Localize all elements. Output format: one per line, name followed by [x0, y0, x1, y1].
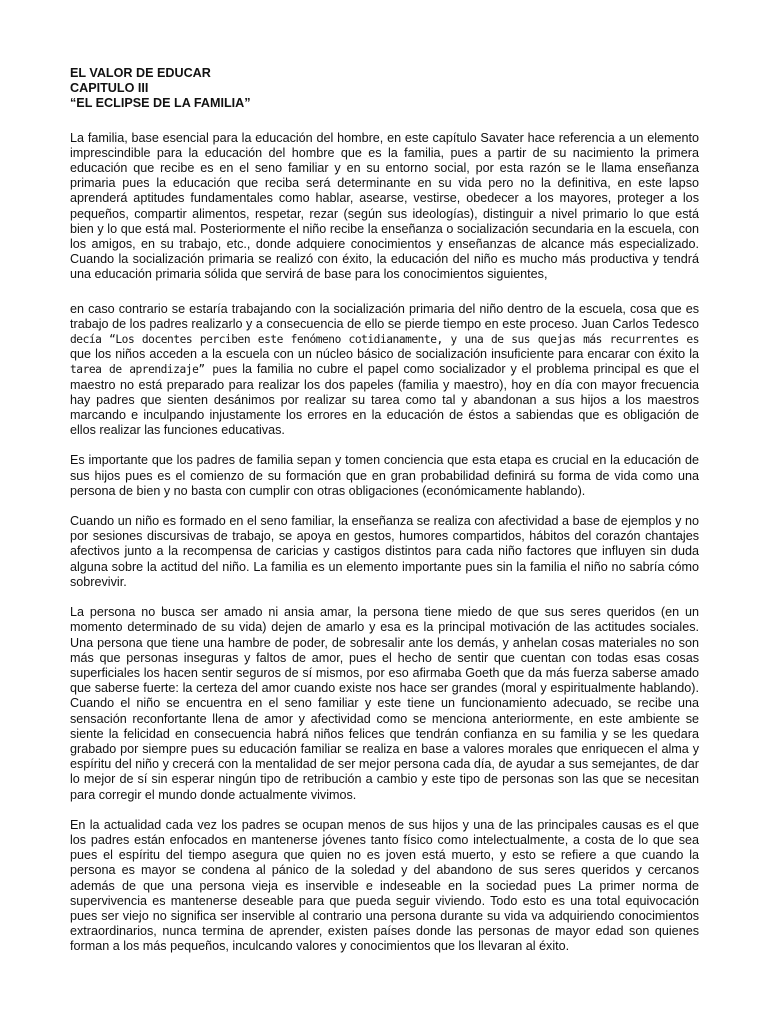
chapter-label: CAPITULO III — [70, 81, 149, 96]
document-page — [70, 66, 699, 955]
paragraph-1: La familia, base esencial para la educación del hombre, en este capítulo Savater hace referencia a un elemento imprescindible para la educación del hombre que es la familia, pues a partir de su nacimiento la primera educación que recibe es en el seno familiar y en su entorno social, por esta razón se le llama enseñanza primaria pues la educación que reciba será determinante en su vida pero no la definitiva, en este lapso aprenderá aptitudes fundamentales como hablar, asearse, vestirse, obedecer a los mayores, proteger a los pequeños, compartir alimentos, respetar, rezar (según sus ideologías), distinguir a nivel primario lo que está bien y lo que está mal. Posteriormente el niño recibe la enseñanza o socialización secundaria en la escuela, con los amigos, en su trabajo, etc., donde adquiere conocimientos y enseñanzas de alcance más especializado. Cuando la socialización primaria se realizó con éxito, la educación del niño es mucho más productiva y tendrá una educación primaria sólida que servirá de base para los conocimientos siguientes, — [70, 130, 699, 282]
paragraph-2 — [70, 302, 699, 439]
paragraph-4: Cuando un niño es formado en el seno familiar, la enseñanza se realiza con afectividad a base de ejemplos y no por sesiones discursivas de trabajo, se apoya en gestos, humores compartidos, hábitos del corazón chantajes afectivos junto a la recompensa de caricias y castigos distintos para cada niño factores que influyen sin duda alguna sobre la actitud del niño. La familia es un elemento importante pues sin la familia el niño no sabría cómo sobrevivir. — [70, 514, 699, 589]
paragraph-2-end: la familia no cubre el papel como socializador y el problema principal es que el maestro no está preparado para realizar los dos papeles (familia y maestro), hoy en día con mayor frecuencia hay padres que sienten desánimos por realizar su tarea como tal y abandonan a sus hijos a los maestros marcando e inculpando injustamente los errores en la educación de éstos a sabiendas que es obligación de ellos realizar las funciones educativas. — [70, 362, 700, 438]
paragraph-5: La persona no busca ser amado ni ansia amar, la persona tiene miedo de que sus seres queridos (en un momento determinado de su vida) dejen de amarlo y esa es la principal motivación de las actitudes sociales. Una persona que tiene una hambre de poder, de sobresalir ante los demás, y anhelan cosas materiales no son más que personas inseguras y faltos de amor, pues el hecho de sentir que cuentan con todas esas cosas superficiales los hacen sentir seguros de sí mismos, por eso afirmaba Goeth que da más fuerza saberse amado que saberse fuerte: la certeza del amor cuando existe nos hace ser grandes (moral y espiritualmente hablando). Cuando el niño se encuentra en el seno familiar y este tiene un funcionamiento adecuado, se recibe una sensación reconfortante llena de amor y afectividad como se menciona anteriormente, en este ambiente se siente la felicidad en consecuencia habrá niños felices que tendrán confianza en su familia y se les quedara grabado por siempre pues su educación familiar se realiza en base a valores morales que enriquecen el alma y espíritu del niño y crecerá con la mentalidad de ser mejor persona cada día, de ayudar a sus semejantes, de dar lo mejor de sí sin esperar ningún tipo de retribución a cambio y este tipo de personas son las que se necesitan para corregir el mundo donde actualmente vivimos. — [70, 605, 699, 802]
paragraph-2-middle: que los niños acceden a la escuela con un núcleo básico de socialización insuficiente para encarar con éxito la — [70, 347, 699, 362]
paragraph-3: Es importante que los padres de familia sepan y tomen conciencia que esta etapa es crucial en la educación de sus hijos pues es el comienzo de su formación que en gran probabilidad definirá su forma de vida como una persona de bien y no basta con cumplir con otras obligaciones (económicamente hablando). — [70, 453, 699, 498]
chapter-title: “EL ECLIPSE DE LA FAMILIA” — [70, 96, 251, 111]
tedesco-quote-part-1: decía “Los docentes perciben este fenómeno cotidianamente, y una de sus quejas más recurrentes es — [70, 333, 699, 347]
paragraph-6: En la actualidad cada vez los padres se ocupan menos de sus hijos y una de las principales causas es el que los padres están enfocados en mantenerse jóvenes tanto físico como intelectualmente, a costa de lo que sea pues el espíritu del tiempo asegura que quien no es joven está muerto, y esto se refiere a que cuando la persona es mayor se condena al pánico de la soledad y del abandono de sus seres queridos y cercanos además de que una persona vieja es inservible e indeseable en la sociedad pues La primer norma de supervivencia es mantenerse deseable para que pueda seguir viviendo. Todo esto es una total equivocación pues ser viejo no significa ser inservible al contrario una persona durante su vida va adquiriendo conocimientos extraordinarios, nunca termina de aprender, existen países donde las personas de mayor edad son quienes forman a los más pequeños, inculcando valores y conocimientos que los llevaran al éxito. — [70, 817, 699, 954]
document-title: EL VALOR DE EDUCAR — [70, 66, 211, 80]
tedesco-quote-part-2: tarea de aprendizaje” pues — [70, 363, 238, 377]
paragraph-2-start: en caso contrario se estaría trabajando con la socialización primaria del niño dentro de la escuela, cosa que es trabajo de los padres realizarlo y a consecuencia de ello se pierde tiempo en este proceso. Juan Carlos Tedesco — [70, 301, 699, 331]
